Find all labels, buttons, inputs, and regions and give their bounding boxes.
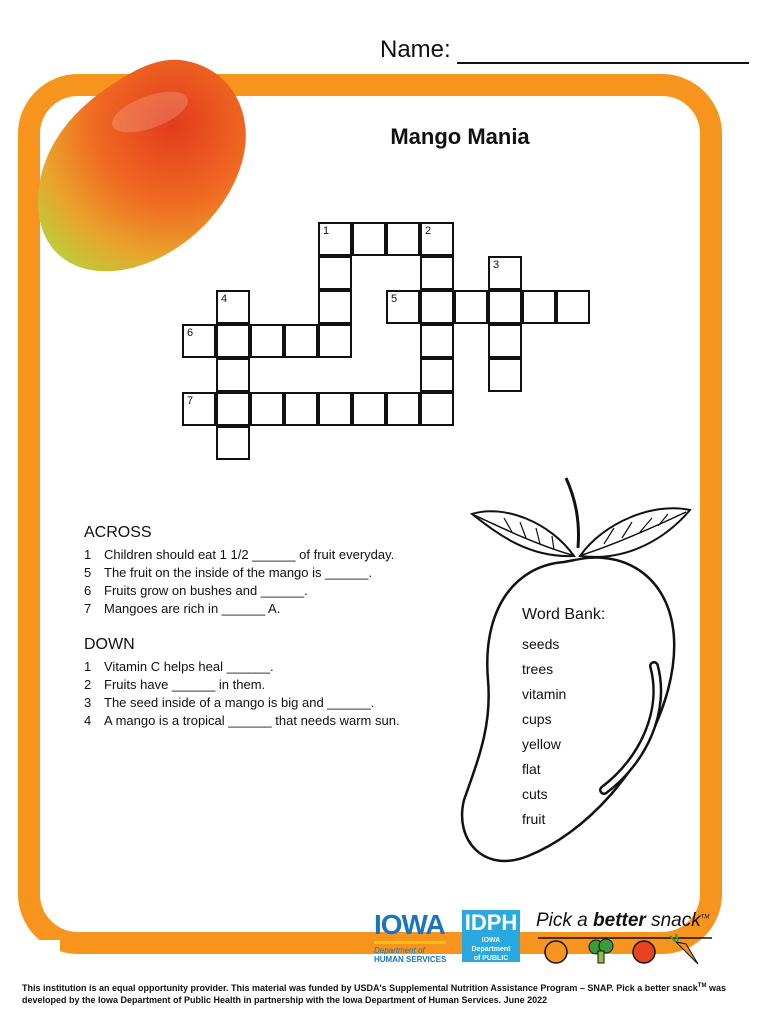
carrot-icon xyxy=(676,942,698,964)
grid-number: 5 xyxy=(391,293,398,305)
word-bank-title: Word Bank: xyxy=(522,606,606,623)
grid-cell[interactable] xyxy=(216,392,250,426)
grid-cell[interactable] xyxy=(386,222,420,256)
grid-cell[interactable] xyxy=(284,324,318,358)
page-title: Mango Mania xyxy=(390,124,530,149)
clue-down-1: 1 Vitamin C helps heal ______. xyxy=(84,659,274,674)
idph-logo: IDPH IOWA Department of PUBLIC HEALTH xyxy=(462,910,520,962)
grid-cell[interactable] xyxy=(352,222,386,256)
grid-cell[interactable] xyxy=(488,256,522,290)
grid-cell[interactable] xyxy=(284,392,318,426)
grid-cell[interactable] xyxy=(318,222,352,256)
pick-a-better-snack-logo: Pick a better snack™ xyxy=(536,910,716,973)
grid-cell[interactable] xyxy=(216,290,250,324)
clue-across-7: 7 Mangoes are rich in ______ A. xyxy=(84,601,281,616)
grid-cell[interactable] xyxy=(250,324,284,358)
grid-cell[interactable] xyxy=(386,290,420,324)
grid-cell[interactable] xyxy=(182,324,216,358)
clue-across-1: 1 Children should eat 1 1/2 ______ of fruit everyday. xyxy=(84,547,395,562)
grid-cell[interactable] xyxy=(522,290,556,324)
grid-cell[interactable] xyxy=(420,358,454,392)
grid-cell[interactable] xyxy=(216,358,250,392)
clue-down-4: 4 A mango is a tropical ______ that needs warm sun. xyxy=(84,713,400,728)
grid-cell[interactable] xyxy=(318,256,352,290)
grid-cell[interactable] xyxy=(352,392,386,426)
grid-number: 7 xyxy=(187,395,194,407)
clues xyxy=(84,524,400,730)
grid-cell[interactable] xyxy=(488,358,522,392)
snack-icons xyxy=(536,932,716,968)
across-heading: ACROSS xyxy=(84,524,152,541)
clue-across-5: 5 The fruit on the inside of the mango is ______. xyxy=(84,565,373,580)
grid-cell[interactable] xyxy=(386,392,420,426)
grid-cell[interactable] xyxy=(488,290,522,324)
grid-cell[interactable] xyxy=(454,290,488,324)
grid-number: 1 xyxy=(323,225,330,237)
footer-disclaimer: This institution is an equal opportunity provider. This material was funded by USDA's Supplemental Nutrition Assistance Program – SNAP. Pick a better snack™ was developed by the Iowa Department of Public Health in partnership with the Iowa Department of Human Services. June 2022 xyxy=(22,983,726,1005)
grid-number: 3 xyxy=(493,259,500,271)
name-label: Name: xyxy=(380,36,451,63)
down-heading: DOWN xyxy=(84,636,135,653)
grid-cell[interactable] xyxy=(420,290,454,324)
clue-down-2: 2 Fruits have ______ in them. xyxy=(84,677,266,692)
word-bank-item: vitamin xyxy=(522,686,567,702)
grid-cell[interactable] xyxy=(556,290,590,324)
word-bank-item: yellow xyxy=(522,736,561,752)
clue-down-3: 3 The seed inside of a mango is big and ______. xyxy=(84,695,375,710)
word-bank-item: seeds xyxy=(522,636,560,652)
word-bank xyxy=(522,606,605,832)
apple-icon xyxy=(633,941,655,963)
grid-cell[interactable] xyxy=(318,290,352,324)
grid-cell[interactable] xyxy=(216,426,250,460)
grid-cell[interactable] xyxy=(420,222,454,256)
word-bank-item: fruit xyxy=(522,811,546,827)
grid-cell[interactable] xyxy=(420,392,454,426)
word-bank-item: cuts xyxy=(522,786,548,802)
orange-icon xyxy=(545,941,567,963)
grid-number: 6 xyxy=(187,327,194,339)
frame-gap xyxy=(0,940,60,980)
grid-cell[interactable] xyxy=(318,324,352,358)
grid-number: 2 xyxy=(425,225,432,237)
grid-number: 4 xyxy=(221,293,228,305)
clue-across-6: 6 Fruits grow on bushes and ______. xyxy=(84,583,308,598)
grid-cell[interactable] xyxy=(318,392,352,426)
word-bank-item: flat xyxy=(522,761,541,777)
grid-cell[interactable] xyxy=(182,392,216,426)
grid-cell[interactable] xyxy=(420,324,454,358)
word-bank-item: trees xyxy=(522,661,554,677)
word-bank-item: cups xyxy=(522,711,552,727)
grid-cell[interactable] xyxy=(420,256,454,290)
grid-cell[interactable] xyxy=(216,324,250,358)
broccoli-icon xyxy=(589,939,613,963)
grid-cell[interactable] xyxy=(250,392,284,426)
iowa-dhs-logo: IOWA Department of HUMAN SERVICES xyxy=(374,909,447,964)
grid-cell[interactable] xyxy=(488,324,522,358)
